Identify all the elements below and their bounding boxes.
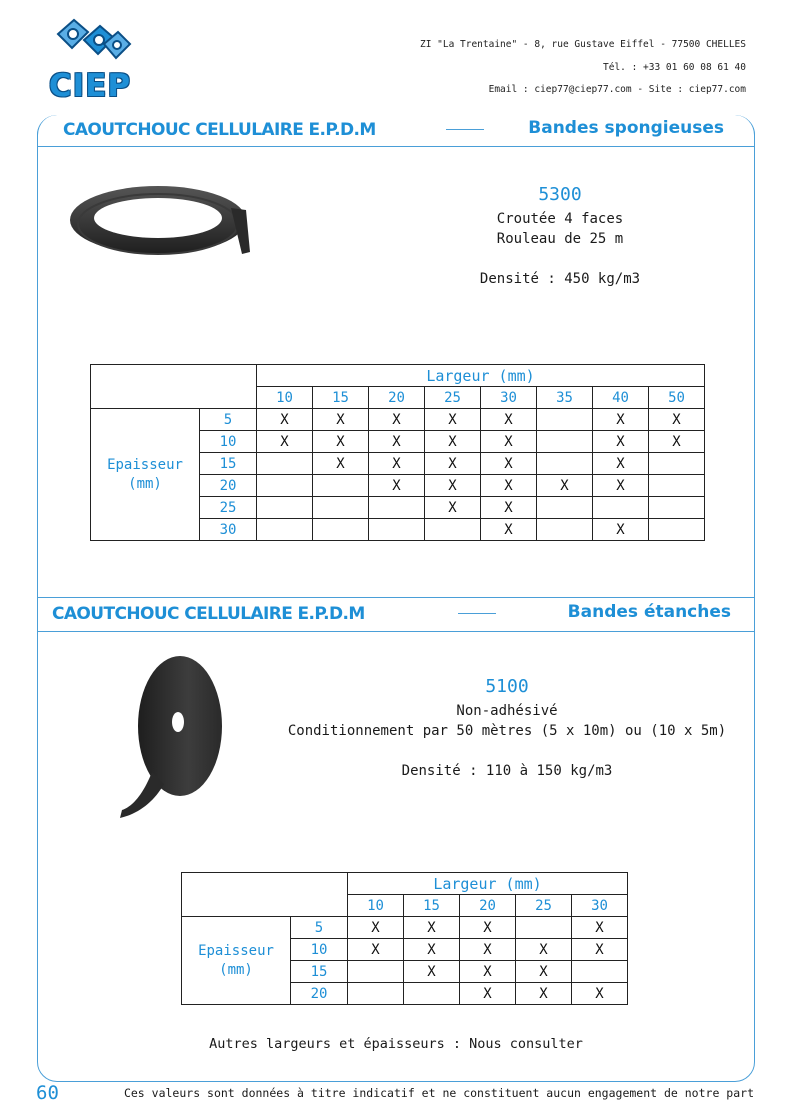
table-cell: X bbox=[313, 453, 369, 475]
table-cell bbox=[516, 917, 572, 939]
table-corner bbox=[182, 873, 348, 917]
table-cell: X bbox=[425, 431, 481, 453]
row-group-label bbox=[182, 917, 291, 1005]
logo-text: CIEP bbox=[48, 68, 132, 104]
table-cell bbox=[425, 519, 481, 541]
table-cell bbox=[257, 453, 313, 475]
column-header: 25 bbox=[425, 387, 481, 409]
row-group-label-line1: Epaisseur bbox=[107, 456, 183, 473]
row-header: 5 bbox=[291, 917, 348, 939]
table-cell bbox=[313, 519, 369, 541]
address: ZI "La Trentaine" - 8, rue Gustave Eiffel - 77500 CHELLES bbox=[419, 39, 746, 50]
table-cell bbox=[572, 961, 628, 983]
row-group-label-line2: (mm) bbox=[128, 475, 162, 492]
table-cell: X bbox=[404, 939, 460, 961]
table-cell bbox=[348, 983, 404, 1005]
product2-description bbox=[280, 676, 734, 781]
row-header: 20 bbox=[200, 475, 257, 497]
table-cell bbox=[649, 453, 705, 475]
table-cell: X bbox=[313, 409, 369, 431]
table-cell: X bbox=[369, 475, 425, 497]
table-cell: X bbox=[593, 453, 649, 475]
table-cell: X bbox=[537, 475, 593, 497]
row-header: 5 bbox=[200, 409, 257, 431]
table-cell bbox=[257, 497, 313, 519]
row-header: 20 bbox=[291, 983, 348, 1005]
table-row bbox=[182, 917, 628, 939]
table-cell bbox=[593, 497, 649, 519]
row-header: 15 bbox=[291, 961, 348, 983]
table-cell bbox=[537, 409, 593, 431]
table-cell bbox=[313, 497, 369, 519]
table-cell: X bbox=[572, 983, 628, 1005]
table-cell bbox=[348, 961, 404, 983]
table-header-row bbox=[182, 873, 628, 895]
row-header: 30 bbox=[200, 519, 257, 541]
table-cell bbox=[537, 497, 593, 519]
table-cell: X bbox=[572, 939, 628, 961]
column-header: 40 bbox=[593, 387, 649, 409]
table-cell: X bbox=[649, 431, 705, 453]
product2-code: 5100 bbox=[485, 676, 529, 697]
table-cell bbox=[369, 519, 425, 541]
table-corner bbox=[91, 365, 257, 409]
table-cell bbox=[537, 453, 593, 475]
table-header-row bbox=[91, 365, 705, 387]
product1-line2: Rouleau de 25 m bbox=[496, 231, 624, 247]
table-cell: X bbox=[460, 939, 516, 961]
column-header: 10 bbox=[348, 895, 404, 917]
table-cell: X bbox=[516, 939, 572, 961]
table-cell: X bbox=[404, 917, 460, 939]
row-group-label bbox=[91, 409, 200, 541]
column-header: 30 bbox=[572, 895, 628, 917]
table-cell bbox=[537, 431, 593, 453]
sponge-strip-roll-image bbox=[66, 180, 266, 270]
table-cell: X bbox=[593, 475, 649, 497]
table-row bbox=[91, 409, 705, 431]
table-cell bbox=[257, 475, 313, 497]
column-header: 50 bbox=[649, 387, 705, 409]
table-cell: X bbox=[313, 431, 369, 453]
email-site: Email : ciep77@ciep77.com - Site : ciep77.com bbox=[488, 84, 746, 95]
table-cell: X bbox=[369, 453, 425, 475]
product2-density: Densité : 110 à 150 kg/m3 bbox=[401, 763, 613, 779]
table-cell: X bbox=[481, 475, 537, 497]
availability-table-2 bbox=[181, 872, 628, 1005]
product1-code: 5300 bbox=[538, 184, 582, 205]
table-cell bbox=[313, 475, 369, 497]
product1-description bbox=[440, 184, 680, 289]
table-cell: X bbox=[425, 409, 481, 431]
table-cell: X bbox=[572, 917, 628, 939]
section1-subtitle: Bandes spongieuses bbox=[528, 118, 724, 138]
table-cell: X bbox=[460, 961, 516, 983]
table-cell: X bbox=[257, 431, 313, 453]
table-cell: X bbox=[425, 475, 481, 497]
table-cell bbox=[649, 475, 705, 497]
footer-disclaimer: Ces valeurs sont données à titre indicatif et ne constituent aucun engagement de notre part bbox=[123, 1086, 754, 1100]
table-cell bbox=[649, 519, 705, 541]
column-header: 35 bbox=[537, 387, 593, 409]
table-cell: X bbox=[460, 983, 516, 1005]
column-group-label: Largeur (mm) bbox=[257, 365, 705, 387]
logo-chain-icon bbox=[44, 14, 136, 74]
table-cell: X bbox=[649, 409, 705, 431]
section1-divider bbox=[446, 129, 484, 130]
section2-title: CAOUTCHOUC CELLULAIRE E.P.D.M bbox=[52, 604, 365, 624]
column-header: 15 bbox=[404, 895, 460, 917]
table-cell: X bbox=[348, 939, 404, 961]
column-header: 30 bbox=[481, 387, 537, 409]
table-cell: X bbox=[481, 519, 537, 541]
table-cell bbox=[537, 519, 593, 541]
table-cell: X bbox=[369, 431, 425, 453]
table-cell: X bbox=[425, 453, 481, 475]
other-sizes-note: Autres largeurs et épaisseurs : Nous consulter bbox=[209, 1036, 583, 1052]
row-header: 10 bbox=[200, 431, 257, 453]
table-cell: X bbox=[348, 917, 404, 939]
product2-line2: Conditionnement par 50 mètres (5 x 10m) ou (10 x 5m) bbox=[287, 723, 727, 739]
table-cell bbox=[404, 983, 460, 1005]
column-header: 10 bbox=[257, 387, 313, 409]
row-header: 10 bbox=[291, 939, 348, 961]
row-header: 15 bbox=[200, 453, 257, 475]
table-cell: X bbox=[460, 917, 516, 939]
column-header: 25 bbox=[516, 895, 572, 917]
column-group-label: Largeur (mm) bbox=[348, 873, 628, 895]
availability-table-1 bbox=[90, 364, 705, 541]
column-header: 20 bbox=[369, 387, 425, 409]
row-group-label-line1: Epaisseur bbox=[198, 942, 274, 959]
contact-block bbox=[420, 34, 746, 102]
table-cell: X bbox=[481, 431, 537, 453]
table-cell: X bbox=[516, 983, 572, 1005]
section2-subtitle: Bandes étanches bbox=[567, 602, 731, 622]
table-cell: X bbox=[593, 431, 649, 453]
product1-line1: Croutée 4 faces bbox=[496, 211, 624, 227]
table-cell: X bbox=[481, 409, 537, 431]
sealing-strip-roll-image bbox=[112, 652, 234, 824]
page-number: 60 bbox=[36, 1082, 59, 1104]
product1-density: Densité : 450 kg/m3 bbox=[479, 271, 641, 287]
table-cell: X bbox=[425, 497, 481, 519]
table-cell: X bbox=[516, 961, 572, 983]
table-cell: X bbox=[404, 961, 460, 983]
table-cell: X bbox=[593, 519, 649, 541]
row-group-label-line2: (mm) bbox=[219, 961, 253, 978]
row-header: 25 bbox=[200, 497, 257, 519]
table-cell bbox=[257, 519, 313, 541]
section2-divider bbox=[458, 613, 496, 614]
table-cell: X bbox=[481, 497, 537, 519]
table-cell: X bbox=[593, 409, 649, 431]
table-cell bbox=[369, 497, 425, 519]
table-cell: X bbox=[369, 409, 425, 431]
column-header: 20 bbox=[460, 895, 516, 917]
section2-header bbox=[37, 597, 755, 632]
product2-line1: Non-adhésivé bbox=[456, 703, 558, 719]
column-header: 15 bbox=[313, 387, 369, 409]
ciep-logo bbox=[44, 14, 136, 104]
section1-header bbox=[37, 115, 755, 147]
table-cell bbox=[649, 497, 705, 519]
phone: Tél. : +33 01 60 08 61 40 bbox=[603, 61, 746, 73]
section1-title: CAOUTCHOUC CELLULAIRE E.P.D.M bbox=[63, 120, 376, 140]
table-cell: X bbox=[481, 453, 537, 475]
table-cell: X bbox=[257, 409, 313, 431]
